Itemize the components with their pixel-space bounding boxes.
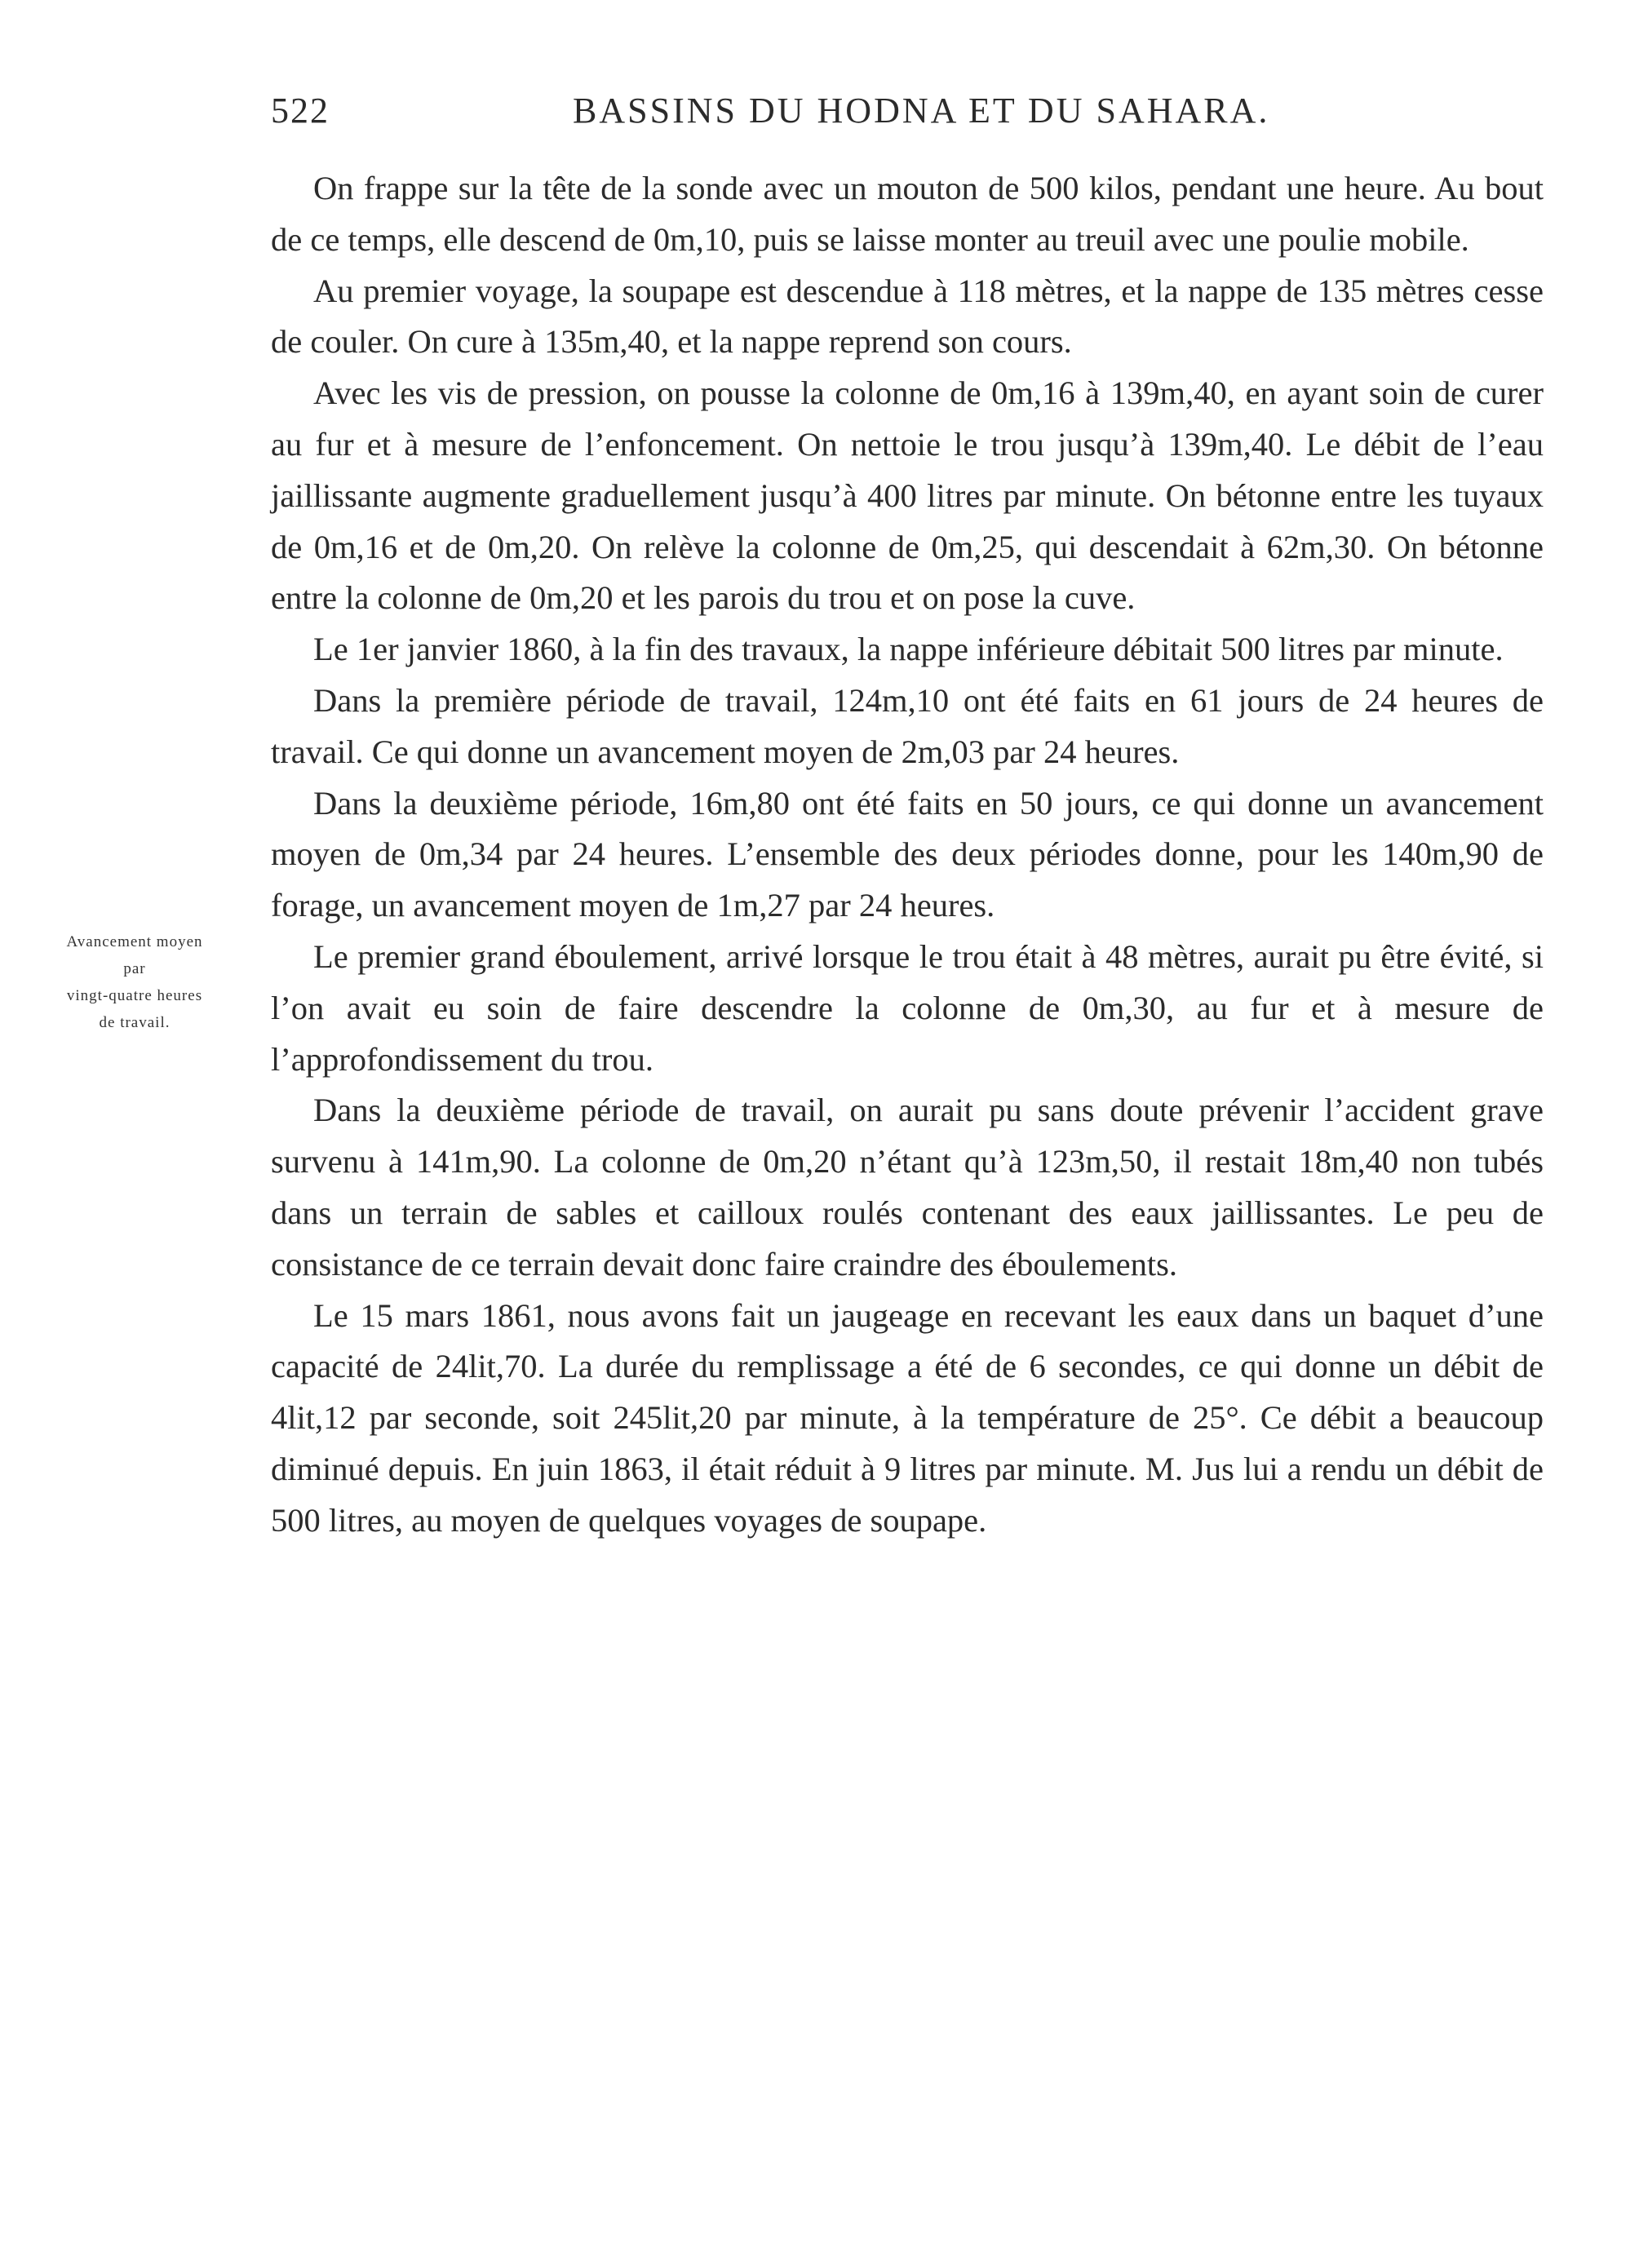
running-title: BASSINS DU HODNA ET DU SAHARA. xyxy=(573,91,1270,131)
margin-note-line: de travail. xyxy=(99,1014,171,1031)
paragraph: On frappe sur la tête de la sonde avec un mouton de 500 kilos, pendant une heure. Au bout de ce temps, elle descend de 0m,10, puis se laisse monter au treuil avec une poulie mobile. xyxy=(271,170,1544,258)
body-text xyxy=(271,163,1544,1547)
paragraph: Le 1er janvier 1860, à la fin des travaux, la nappe inférieure débitait 500 litres par minute. xyxy=(313,631,1504,668)
paragraph: Le premier grand éboulement, arrivé lorsque le trou était à 48 mètres, aurait pu être évité, si l’on avait eu soin de faire descendre la colonne de 0m,30, au fur et à mesure de l’approfondissement du trou. xyxy=(271,937,1544,1078)
page-header xyxy=(271,90,1544,139)
paragraph: Dans la deuxième période de travail, on aurait pu sans doute prévenir l’accident grave survenu à 141m,90. La colonne de 0m,20 n’étant qu’à 123m,50, il restait 18m,40 non tubés dans un terrain de sables et cailloux roulés contenant des eaux jaillissantes. Le peu de consistance de ce terrain devait donc faire craindre des éboulements. xyxy=(271,1092,1544,1282)
margin-note-line: vingt-quatre heures xyxy=(66,987,203,1004)
paragraph: Avec les vis de pression, on pousse la colonne de 0m,16 à 139m,40, en ayant soin de curer au fur et à mesure de l’enfoncement. On nettoie le trou jusqu’à 139m,40. Le débit de l’eau jaillissante augmente graduellement jusqu’à 400 litres par minute. On bétonne entre les tuyaux de 0m,16 et de 0m,20. On relève la colonne de 0m,25, qui descendait à 62m,30. On bétonne entre la colonne de 0m,20 et les parois du trou et on pose la cuve. xyxy=(271,374,1544,617)
paragraph: Au premier voyage, la soupape est descendue à 118 mètres, et la nappe de 135 mètres cesse de couler. On cure à 135m,40, et la nappe reprend son cours. xyxy=(271,272,1544,361)
page-number: 522 xyxy=(271,91,330,131)
margin-note xyxy=(33,928,237,1036)
paragraph: Dans la deuxième période, 16m,80 ont été faits en 50 jours, ce qui donne un avancement moyen de 0m,34 par 24 heures. L’ensemble des deux périodes donne, pour les 140m,90 de forage, un avancement moyen de 1m,27 par 24 heures. xyxy=(271,784,1544,924)
paragraph: Le 15 mars 1861, nous avons fait un jaugeage en recevant les eaux dans un baquet d’une capacité de 24lit,70. La durée du remplissage a été de 6 secondes, ce qui donne un débit de 4lit,12 par seconde, soit 245lit,20 par minute, à la température de 25°. Ce débit a beaucoup diminué depuis. En juin 1863, il était réduit à 9 litres par minute. M. Jus lui a rendu un débit de 500 litres, au moyen de quelques voyages de soupape. xyxy=(271,1296,1544,1539)
margin-note-line: par xyxy=(123,960,146,977)
paragraph: Dans la première période de travail, 124m,10 ont été faits en 61 jours de 24 heures de travail. Ce qui donne un avancement moyen de 2m,03 par 24 heures. xyxy=(271,681,1544,770)
margin-note-line: Avancement moyen xyxy=(66,933,203,950)
